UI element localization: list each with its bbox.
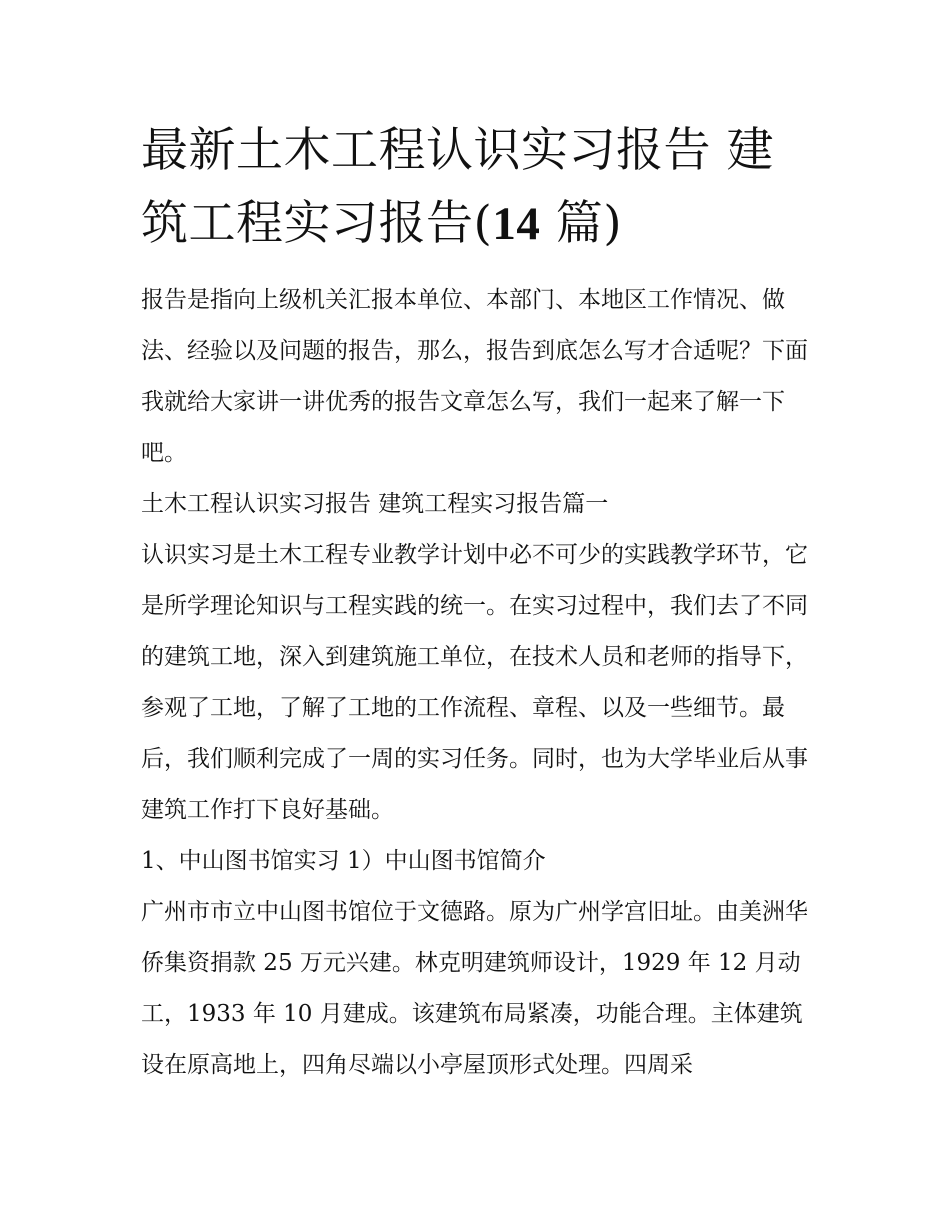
- subsection-paragraph: 广州市市立中山图书馆位于文德路。原为广州学宫旧址。由美洲华侨集资捐款 25 万元兴建。林克明建筑师设计，1929 年 12 月动工，1933 年 10 月建成。该建筑布局紧凑，功能合理。主体建筑设在原高地上，四角尽端以小亭屋顶形式处理。四周采: [141, 899, 808, 1078]
- document-title: [141, 114, 817, 261]
- title-count: 14: [492, 198, 541, 250]
- intro-paragraph: 报告是指向上级机关汇报本单位、本部门、本地区工作情况、做法、经验以及问题的报告，那么，报告到底怎么写才合适呢？下面我就给大家讲一讲优秀的报告文章怎么写，我们一起来了解一下吧。: [141, 287, 808, 466]
- section-paragraph: 认识实习是土木工程专业教学计划中必不可少的实践教学环节，它是所学理论知识与工程实践的统一。在实习过程中，我们去了不同的建筑工地，深入到建筑施工单位，在技术人员和老师的指导下，参观了工地，了解了工地的工作流程、章程、以及一些细节。最后，我们顺利完成了一周的实习任务。同时，也为大学毕业后从事建筑工作打下良好基础。: [141, 542, 808, 823]
- title-text: 最新土木工程认识实习报告 建筑工程实习报告(: [141, 123, 774, 251]
- subsection-heading: 1、中山图书馆实习 1）中山图书馆简介: [141, 848, 546, 874]
- document-body: [141, 275, 817, 1091]
- section-heading: 土木工程认识实习报告 建筑工程实习报告篇一: [141, 491, 609, 517]
- document-content: [141, 114, 817, 1091]
- title-suffix: 篇): [540, 196, 623, 251]
